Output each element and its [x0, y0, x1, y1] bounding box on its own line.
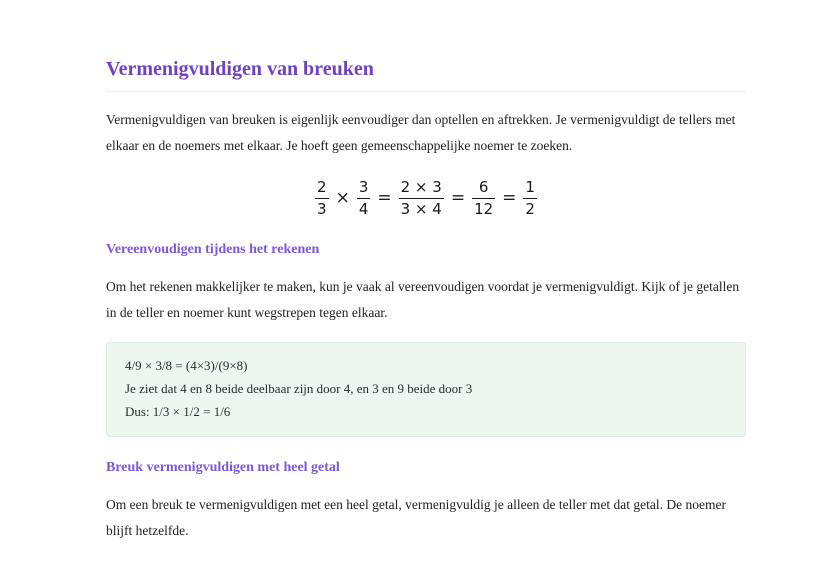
intro-paragraph: Vermenigvuldigen van breuken is eigenlijk eenvoudiger dan optellen en aftrekken. Je vermenigvuldigt de tellers met elkaar en de noemers met elkaar. Je hoeft geen gemeenschappelijke noemer te zoeken.	[106, 112, 736, 153]
denominator: 3	[317, 200, 327, 219]
equals-sign: =	[377, 188, 392, 209]
example-line-1: 4/9 × 3/8 = (4×3)/(9×8)	[125, 357, 248, 373]
denominator: 4	[358, 200, 369, 219]
numerator: 2 × 3	[400, 178, 442, 196]
numerator: 1	[525, 178, 535, 196]
example-line-2: Je ziet dat 4 en 8 beide deelbaar zijn door 4, en 3 en 9 beide door 3	[125, 380, 473, 396]
numerator: 3	[358, 178, 369, 196]
multiply-sign: ×	[335, 188, 350, 209]
fraction-six-twelfths	[472, 179, 495, 219]
heel-getal-paragraph: Om een breuk te vermenigvuldigen met een heel getal, vermenigvuldig je alleen de teller met dat getal. De noemer blijft hetzelfde.	[106, 496, 727, 538]
page-title: Vermenigvuldigen van breuken	[106, 56, 746, 92]
equals-sign: =	[450, 188, 466, 209]
document-content	[106, 0, 746, 544]
denominator: 2	[525, 200, 535, 219]
denominator: 12	[474, 200, 494, 219]
example-box	[106, 342, 746, 437]
fraction-formula	[106, 179, 746, 219]
numerator: 2	[317, 178, 327, 196]
denominator: 3 × 4	[400, 200, 442, 219]
section-heading-vereenvoudigen: Vereenvoudigen tijdens het rekenen	[106, 241, 320, 257]
fraction-three-fourths	[357, 179, 371, 219]
equals-sign: =	[502, 188, 517, 209]
vereenvoudigen-paragraph: Om het rekenen makkelijker te maken, kun je vaak al vereenvoudigen voordat je vermenigvuldigt. Kijk of je getallen in de teller en noemer kunt wegstrepen tegen elkaar.	[106, 278, 740, 320]
fraction-two-thirds	[315, 179, 329, 219]
section-heading-heel-getal: Breuk vermenigvuldigen met heel getal	[106, 459, 340, 475]
numerator: 6	[478, 178, 489, 196]
fraction-one-half	[523, 179, 537, 219]
example-line-3: Dus: 1/3 × 1/2 = 1/6	[125, 403, 231, 419]
fraction-products	[399, 179, 444, 219]
